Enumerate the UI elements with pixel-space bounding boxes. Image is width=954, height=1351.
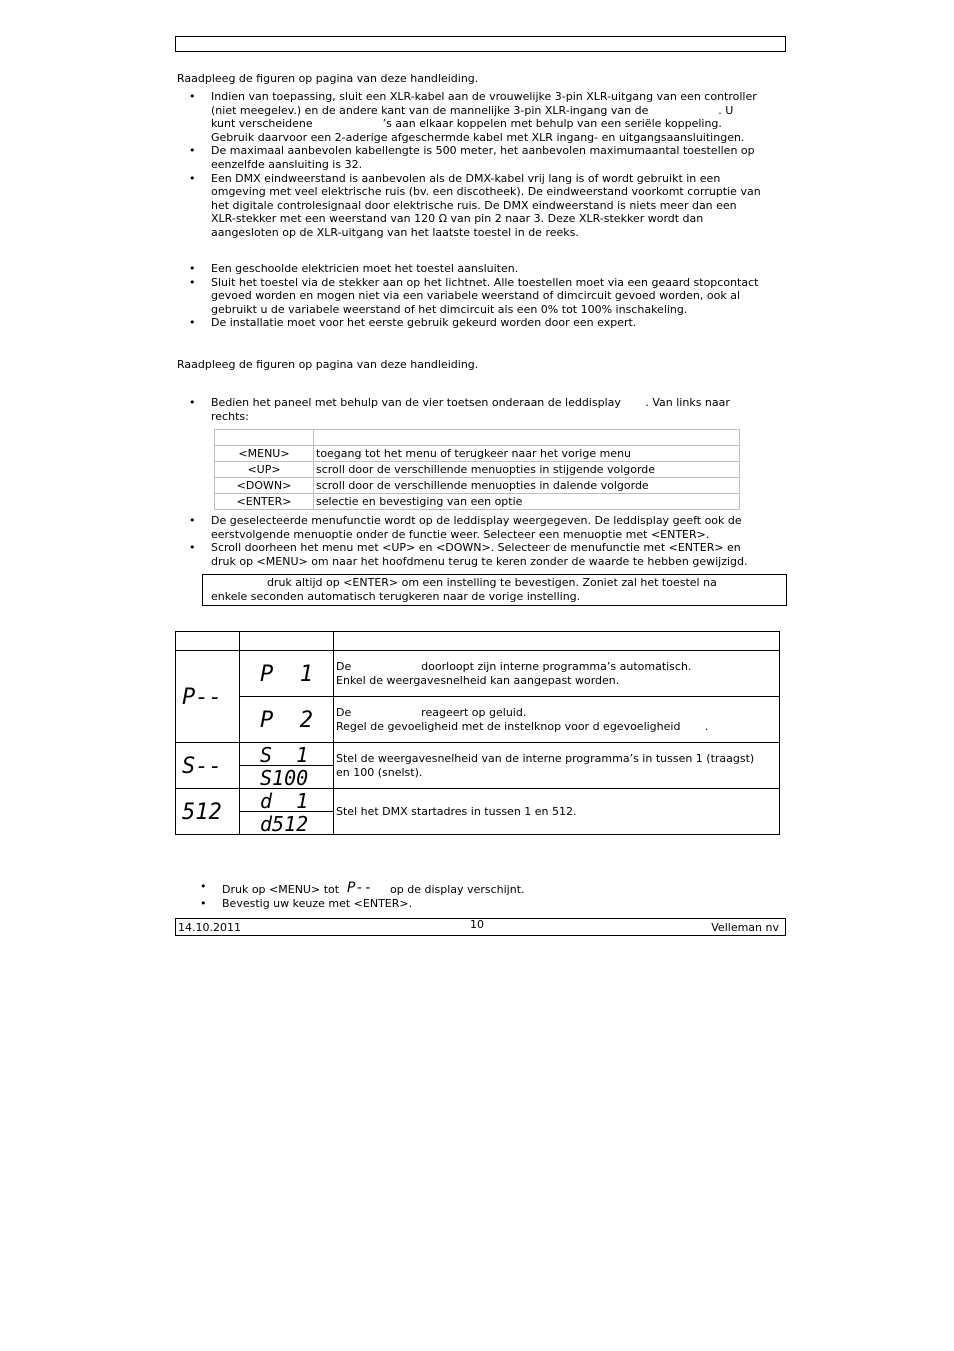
- lcd-cell: [240, 651, 334, 697]
- lcd-text: S100: [260, 766, 309, 788]
- select-bullets: [200, 880, 525, 910]
- intro-figures-1: Raadpleeg de figuren op pagina van deze handleiding.: [177, 72, 479, 85]
- bullet-line: gebruikt u de variabele weerstand of het dimcircuit als een 0% tot 100% inschakeling.: [211, 302, 688, 316]
- list-item: [200, 897, 525, 911]
- key-desc-cell: scroll door de verschillende menuopties in dalende volgorde: [314, 478, 740, 494]
- lcd-text: S 1: [260, 743, 309, 765]
- bullet-line: aangesloten op de XLR-uitgang van het laatste toestel in de reeks.: [211, 225, 579, 239]
- menu-table: [175, 631, 780, 835]
- bullet-line: • Scroll doorheen het menu met <UP> en <DOWN>. Selecteer de menufunctie met <ENTER> en: [211, 541, 741, 555]
- desc-cell: [334, 743, 780, 789]
- list-item: [200, 880, 525, 897]
- desc-line: De doorloopt zijn interne programma’s automatisch.: [336, 659, 692, 673]
- lcd-display-d1: [240, 789, 333, 811]
- lcd-display-d512: [240, 812, 333, 834]
- lcd-cell: [240, 743, 334, 766]
- keys-header-row: [215, 430, 740, 446]
- desc-line: Stel het DMX startadres in tussen 1 en 512.: [336, 804, 577, 818]
- table-row: [215, 478, 740, 494]
- lcd-display-main-512: [176, 797, 239, 827]
- table-row: [176, 789, 780, 812]
- note-box: [202, 574, 787, 606]
- lcd-inline-display: [347, 880, 381, 894]
- table-cell: [215, 430, 314, 446]
- bullet-line: gevoed worden en mogen niet via een variabele weerstand of dimcircuit gevoed worden, ook al: [211, 289, 741, 303]
- list-item: [189, 144, 789, 171]
- lcd-cell: [240, 789, 334, 812]
- lcd-text: d512: [260, 812, 309, 834]
- table-cell: [314, 430, 740, 446]
- table-row: [176, 743, 780, 766]
- lcd-text: P--: [182, 684, 222, 710]
- bullet-line: • De geselecteerde menufunctie wordt op de leddisplay weergegeven. De leddisplay geeft ook de: [211, 514, 742, 527]
- list-item: [189, 276, 789, 317]
- desc-cell: [334, 697, 780, 743]
- lcd-display-p1: [240, 659, 333, 689]
- table-row: [215, 462, 740, 478]
- lcd-cell: [240, 697, 334, 743]
- bullet-line: rechts:: [211, 409, 249, 423]
- keys-table: [214, 429, 740, 510]
- lcd-display-s100: [240, 766, 333, 788]
- key-desc-cell: selectie en bevestiging van een optie: [314, 494, 740, 510]
- note-line: enkele seconden automatisch terugkeren naar de vorige instelling.: [211, 589, 581, 603]
- bullet-line: eenzelfde aansluiting is 32.: [211, 157, 363, 171]
- bullet-line: kunt verscheidene ’s aan elkaar koppelen met behulp van een seriële koppeling.: [211, 117, 722, 131]
- lcd-cell: [176, 743, 240, 789]
- table-cell: [176, 632, 240, 651]
- table-row: [215, 494, 740, 510]
- bullet-line: • Indien van toepassing, sluit een XLR-kabel aan de vrouwelijke 3-pin XLR-uitgang van een controller: [211, 90, 757, 103]
- panel-bullets: [189, 396, 789, 423]
- table-row: [176, 651, 780, 697]
- menu-header-row: [176, 632, 780, 651]
- lcd-text: d 1: [260, 789, 309, 811]
- desc-cell: [334, 789, 780, 835]
- lcd-cell: [176, 789, 240, 835]
- bullet-line: • De maximaal aanbevolen kabellengte is 500 meter, het aanbevolen maximumaantal toestellen op: [211, 144, 755, 158]
- key-desc-cell: toegang tot het menu of terugkeer naar het vorige menu: [314, 446, 740, 462]
- list-item: [189, 262, 789, 276]
- bullet-line: • Sluit het toestel via de stekker aan op het lichtnet. Alle toestellen moet via een geaard stopcontact: [211, 275, 759, 289]
- desc-line: Regel de gevoeligheid met de instelknop voor d egevoeligheid .: [336, 719, 709, 733]
- list-item: [189, 316, 789, 330]
- lcd-text: S--: [182, 753, 222, 779]
- list-item: [189, 514, 789, 541]
- footer-date: 14.10.2011: [178, 921, 241, 934]
- desc-line: en 100 (snelst).: [336, 765, 423, 779]
- menu-bullets: [189, 514, 789, 568]
- lcd-display-s1: [240, 743, 333, 765]
- lcd-cell: [176, 651, 240, 743]
- list-item: [189, 90, 789, 144]
- table-row: [176, 697, 780, 743]
- desc-cell: [334, 651, 780, 697]
- key-name-cell: <UP>: [215, 462, 314, 478]
- bullet-text: Bevestig uw keuze met <ENTER>.: [222, 896, 413, 910]
- intro-figures-2: Raadpleeg de figuren op pagina van deze handleiding.: [177, 358, 479, 371]
- desc-line: Enkel de weergavesnelheid kan aangepast worden.: [336, 673, 620, 687]
- key-name-cell: <DOWN>: [215, 478, 314, 494]
- footer: [175, 918, 786, 936]
- bullet-line: XLR-stekker met een weerstand van 120 Ω van pin 2 naar 3. Deze XLR-stekker wordt dan: [211, 212, 704, 226]
- table-cell: [240, 632, 334, 651]
- list-item: [189, 172, 789, 240]
- bullet-line: • Een DMX eindweerstand is aanbevolen als de DMX-kabel vrij lang is of wordt gebruikt in een: [211, 171, 721, 185]
- lcd-display-p2: [240, 705, 333, 735]
- footer-company: Velleman nv: [711, 921, 779, 934]
- key-desc-cell: scroll door de verschillende menuopties in stijgende volgorde: [314, 462, 740, 478]
- list-item: [189, 396, 789, 423]
- header-box: [175, 36, 786, 52]
- note-line: druk altijd op <ENTER> om een instelling te bevestigen. Zoniet zal het toestel na: [211, 576, 717, 589]
- list-item: [189, 541, 789, 568]
- desc-line: De reageert op geluid.: [336, 705, 527, 719]
- bullet-line: (niet meegelev.) en de andere kant van de mannelijke 3-pin XLR-ingang van de . U: [211, 103, 734, 117]
- table-cell: [334, 632, 780, 651]
- lcd-cell: [240, 812, 334, 835]
- bullet-text: Druk op <MENU> tot: [222, 883, 340, 896]
- bullet-line: • Bedien het paneel met behulp van de vier toetsen onderaan de leddisplay . Van links naar: [211, 396, 730, 409]
- power-bullets: [189, 262, 789, 330]
- table-row: [215, 446, 740, 462]
- lcd-display-main-p: [176, 682, 239, 712]
- lcd-text: 512: [182, 799, 222, 825]
- bullet-line: het digitale controlesignaal door elektrische ruis. De DMX eindweerstand is niets meer dan een: [211, 198, 737, 212]
- bullet-line: eerstvolgende menuoptie onder de functie weer. Selecteer een menuoptie met <ENTER>.: [211, 527, 710, 541]
- bullet-line: • De installatie moet voor het eerste gebruik gekeurd worden door een expert.: [211, 316, 637, 330]
- bullet-line: • Een geschoolde elektricien moet het toestel aansluiten.: [211, 262, 519, 275]
- connection-bullets: [189, 90, 789, 240]
- lcd-display-main-s: [176, 751, 239, 781]
- bullet-line: omgeving met veel elektrische ruis (bv. een discotheek). De eindweerstand voorkomt corruptie van: [211, 185, 761, 199]
- key-name-cell: <MENU>: [215, 446, 314, 462]
- lcd-text: P--: [346, 880, 372, 894]
- bullet-text: op de display verschijnt.: [390, 883, 525, 896]
- footer-page-number: 10: [470, 918, 484, 931]
- lcd-text: P 2: [260, 707, 313, 733]
- key-name-cell: <ENTER>: [215, 494, 314, 510]
- bullet-line: Gebruik daarvoor een 2-aderige afgeschermde kabel met XLR ingang- en uitgangsaansluitingen.: [211, 130, 745, 144]
- desc-line: Stel de weergavesnelheid van de interne programma’s in tussen 1 (traagst): [336, 751, 755, 765]
- bullet-line: druk op <MENU> om naar het hoofdmenu terug te keren zonder de waarde te hebben gewijzigd.: [211, 554, 748, 568]
- lcd-cell: [240, 766, 334, 789]
- lcd-text: P 1: [260, 661, 313, 687]
